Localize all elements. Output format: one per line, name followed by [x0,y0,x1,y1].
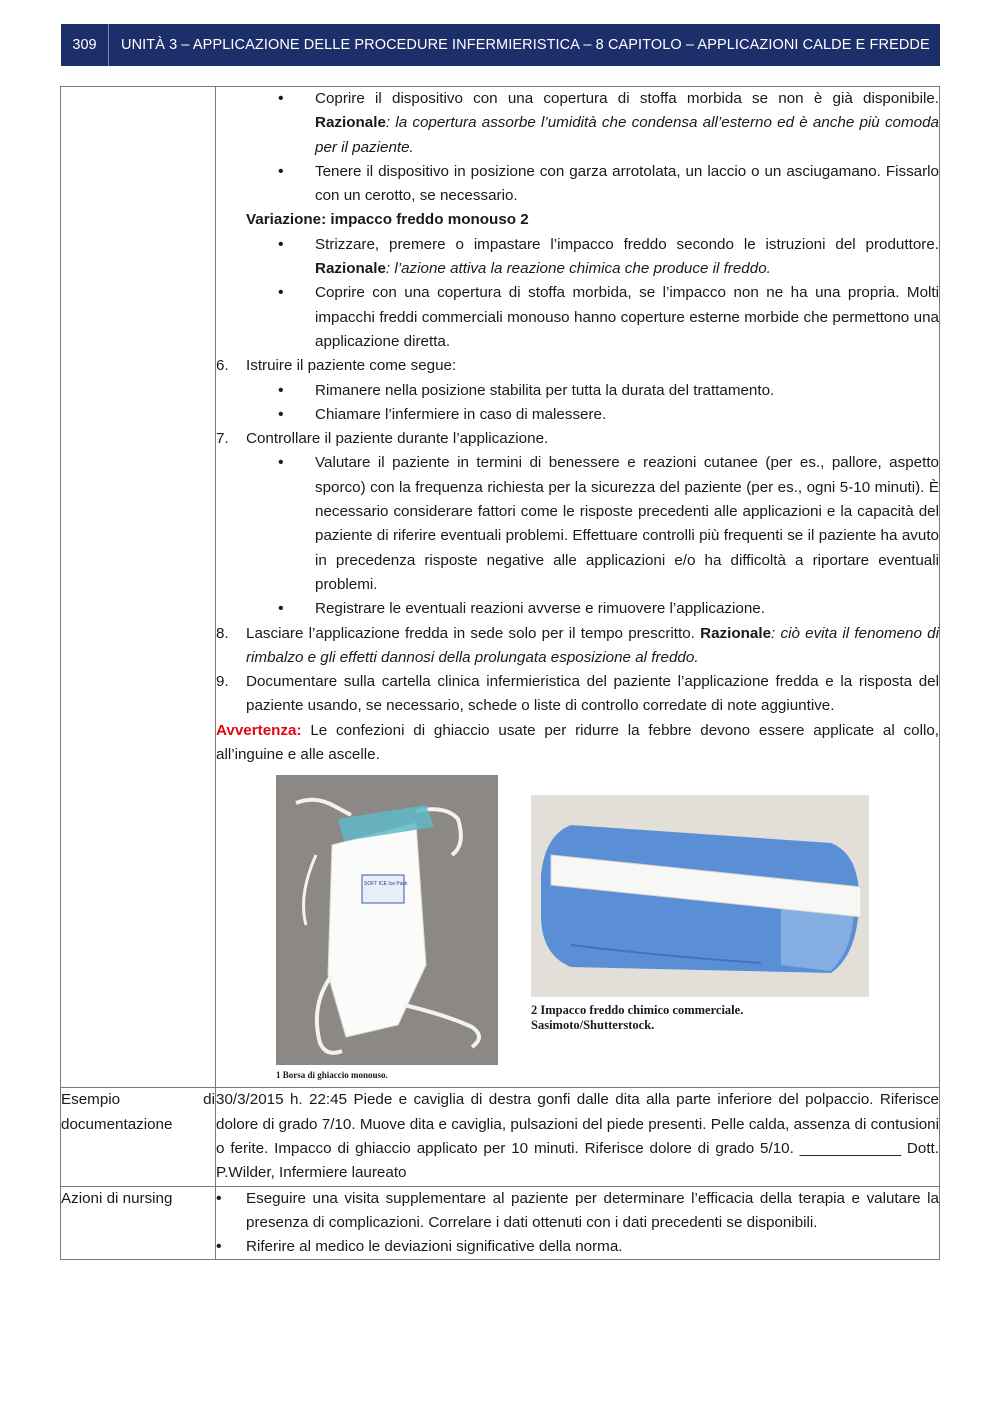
list-item: • Coprire il dispositivo con una copertura di stoffa morbida se non è già disponibile. Razionale: la copertura assorbe l’umidità che condensa all’esterno ed è anche più comoda per il paziente. [270,87,939,160]
numbered-steps [216,354,939,718]
cold-pack-illustration [531,795,869,997]
step-7-bullets [270,451,939,621]
page-number: 309 [61,24,109,66]
procedure-cell [216,87,940,1088]
list-item: • Strizzare, premere o impastare l’impacco freddo secondo le istruzioni del produttore. Razionale: l’azione attiva la reazione chimica che produce il freddo. [270,233,939,282]
step-8: 8. Lasciare l’applicazione fredda in sede solo per il tempo prescritto. Razionale: ciò evita il fenomeno di rimbalzo e gli effetti dannosi della prolungata esposizione al freddo. [216,624,939,666]
list-item: • Coprire con una copertura di stoffa morbida, se l’impacco non ne ha una propria. Molti impacchi freddi commerciali monouso hanno coperture esterne morbide che permettono una applicazione diretta. [270,281,939,354]
step-7: 7. Controllare il paziente durante l’applicazione. • Valutare il paziente in termini di benessere e reazioni cutanee (per es., pallore, aspetto sporco) con la frequenza richiesta per la sicurezza del paziente (per es., ogni 5-10 minuti). È necessario considerare fattori come le risposte precedenti alle applicazioni e la capacità del paziente di riferire eventuali problemi. Effettuare controlli più frequenti se il paziente ha avuto in precedenza risposte negative alle applicazioni e/o ha difficoltà a riportare eventuali problemi. • Registrare le eventuali reazioni avverse e rimuovere l’applicazione. [216,427,939,621]
figure-1-caption: 1 Borsa di ghiaccio monouso. [276,1070,388,1081]
ice-bag-illustration [276,775,498,1065]
row-label-empty [61,87,216,1088]
procedure-table [60,86,940,1260]
list-item: • Eseguire una visita supplementare al paziente per determinare l’efficacia della terapia e valutare la presenza di complicazioni. Correlare i dati ottenuti con i dati precedenti se disponibili. [208,1187,939,1236]
rationale-label: Razionale [700,624,772,642]
warning-label: Avvertenza: [216,721,302,739]
table-row-procedure [61,87,940,1088]
rationale-label: Razionale [315,114,386,132]
variation-bullet-list [270,233,939,354]
list-item: • Riferire al medico le deviazioni significative della norma. [208,1235,939,1259]
figures-row [216,767,939,1087]
figure-2-caption: 2 Impacco freddo chimico commerciale. Sasimoto/Shutterstock. [531,1003,744,1033]
nursing-label: Azioni di nursing [61,1186,216,1260]
documentation-label: Esempio di documentazione [61,1088,216,1186]
list-item: • Tenere il dispositivo in posizione con garza arrotolata, un laccio o un asciugamano. Fissarlo con un cerotto, se necessario. [270,160,939,209]
nursing-bullet-list [208,1187,939,1260]
table-row-nursing [61,1186,940,1260]
list-item: • Valutare il paziente in termini di benessere e reazioni cutanee (per es., pallore, aspetto sporco) con la frequenza richiesta per la sicurezza del paziente (per es., ogni 5-10 minuti). È necessario considerare fattori come le risposte precedenti alle applicazioni e la capacità del paziente di riferire eventuali problemi. Effettuare controlli più frequenti se il paziente ha avuto in precedenza risposte negative alle applicazioni e/o ha difficoltà a riportare eventuali problemi. [270,451,939,597]
intro-bullet-list [270,87,939,208]
page-header [61,24,940,66]
step-6-bullets [270,379,939,428]
svg-text:SOFT ICE Ice Pack: SOFT ICE Ice Pack [364,881,408,888]
list-item: • Chiamare l’infermiere in caso di malessere. [270,403,939,427]
cold-pack-photo [531,795,869,997]
list-item: • Rimanere nella posizione stabilita per tutta la durata del trattamento. [270,379,939,403]
documentation-example: 30/3/2015 h. 22:45 Piede e caviglia di destra gonfi dalle dita alla parte inferiore del polpaccio. Riferisce dolore di grado 7/10. Muove dita e caviglia, pulsazioni del piede presenti. Pelle calda, assenza di contusioni o ferite. Impacco di ghiaccio applicato per 10 minuti. Riferisce dolore di grado 5/10. ____________ Dott. P.Wilder, Infermiere laureato [216,1088,940,1186]
table-row-documentation [61,1088,940,1186]
list-item: • Registrare le eventuali reazioni avverse e rimuovere l’applicazione. [270,597,939,621]
nursing-actions [216,1186,940,1260]
variation-heading: Variazione: impacco freddo monouso 2 [246,211,529,229]
chapter-title: UNITÀ 3 – APPLICAZIONE DELLE PROCEDURE INFERMIERISTICA – 8 CAPITOLO – APPLICAZIONI CALDE E FREDDE [121,37,930,53]
warning-note: Avvertenza: Le confezioni di ghiaccio usate per ridurre la febbre devono essere applicate al collo, all’inguine e alle ascelle. [216,721,939,764]
step-6: 6. Istruire il paziente come segue: • Rimanere nella posizione stabilita per tutta la durata del trattamento. • Chiamare l’infermiere in caso di malessere. [216,354,939,427]
step-9: 9. Documentare sulla cartella clinica infermieristica del paziente l’applicazione fredda e la risposta del paziente usando, se necessario, schede o liste di controllo corredate di note aggiuntive. [216,673,939,715]
ice-bag-photo [276,775,498,1065]
rationale-label: Razionale [315,260,386,278]
